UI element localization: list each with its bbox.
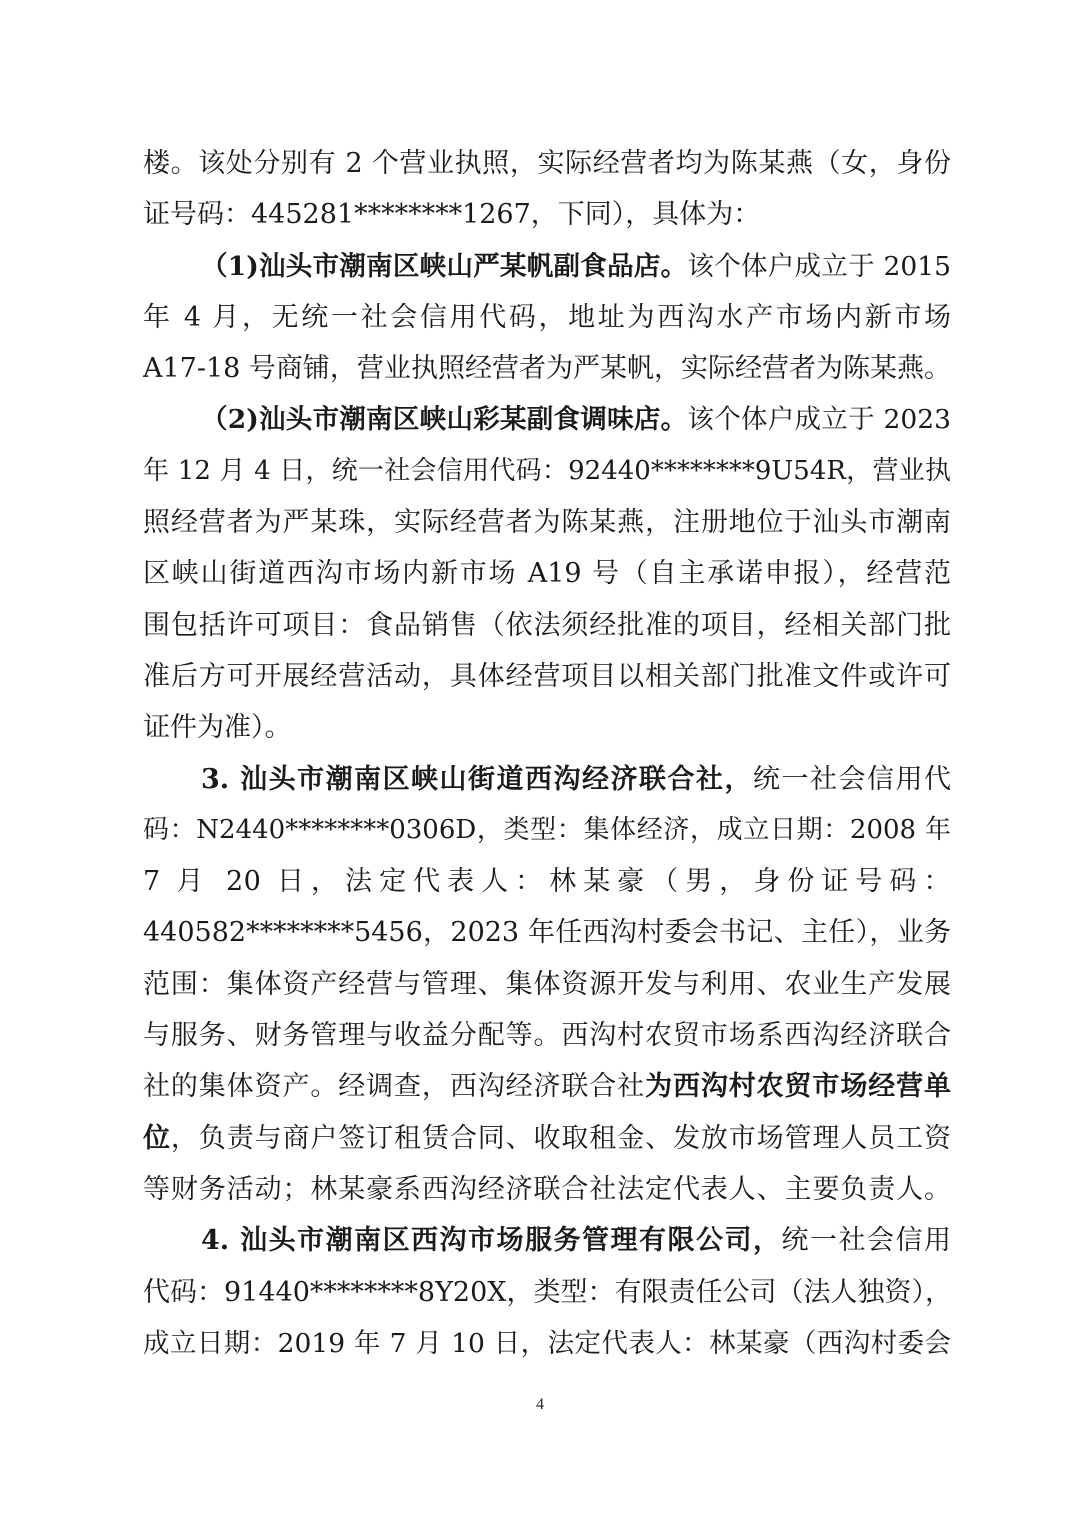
text-line xyxy=(143,446,951,497)
text-line xyxy=(143,959,951,1010)
text-segment: A17-18 号商铺，营业执照经营者为严某帆，实际经营者为陈某燕。 xyxy=(143,353,951,385)
text-line xyxy=(143,292,951,343)
text-line xyxy=(143,1113,951,1164)
text-segment: 等财务活动；林某豪系西沟经济联合社法定代表人、主要负责人。 xyxy=(143,1173,951,1205)
page-number: 4 xyxy=(536,1396,544,1413)
text-segment: 楼。该处分别有 2 个营业执照，实际经营者均为陈某燕（女，身份 xyxy=(143,148,951,179)
text-segment: 成立日期：2019 年 7 月 10 日，法定代表人：林某豪（西沟村委会 xyxy=(143,1327,951,1359)
text-segment: 证号码：445281********1267，下同），具体为： xyxy=(143,199,761,231)
text-segment: 统一社会信用 xyxy=(781,1225,951,1257)
text-segment: 围包括许可项目：食品销售（依法须经批准的项目，经相关部门批 xyxy=(143,609,951,641)
text-segment: 统一社会信用代 xyxy=(753,763,951,795)
text-line xyxy=(143,1318,951,1369)
text-segment: 区峡山街道西沟市场内新市场 A19 号（自主承诺申报），经营范 xyxy=(143,558,951,590)
emphasis-text: 位 xyxy=(143,1122,171,1154)
text-segment: 440582********5456，2023 年任西沟村委会书记、主任），业务 xyxy=(143,917,951,949)
text-line xyxy=(143,907,951,958)
text-line xyxy=(143,497,951,548)
paragraph-heading-line xyxy=(143,1215,951,1266)
text-segment: 7 月 20 日，法定代表人：林某豪（男，身份证号码： xyxy=(143,866,951,898)
body-text xyxy=(143,138,951,1369)
entity-name: 4. 汕头市潮南区西沟市场服务管理有限公司， xyxy=(201,1225,782,1257)
text-line xyxy=(143,1010,951,1061)
text-segment: 照经营者为严某珠，实际经营者为陈某燕，注册地位于汕头市潮南 xyxy=(143,507,951,539)
text-line xyxy=(143,651,951,702)
text-segment: 码：N2440********0306D，类型：集体经济，成立日期：2008 年 xyxy=(143,814,951,845)
paragraph-heading-line xyxy=(143,754,951,805)
text-segment: 年 4 月，无统一社会信用代码，地址为西沟水产市场内新市场 xyxy=(143,301,951,333)
text-line xyxy=(143,1267,951,1318)
emphasis-text: 为西沟村农贸市场经营单 xyxy=(645,1071,952,1103)
entity-name: （2)汕头市潮南区峡山彩某副食调味店。 xyxy=(201,404,688,436)
text-line xyxy=(143,189,951,240)
text-segment: 代码：91440********8Y20X，类型：有限责任公司（法人独资）， xyxy=(143,1276,952,1308)
text-line xyxy=(143,805,951,856)
text-line xyxy=(143,548,951,599)
text-segment: 准后方可开展经营活动，具体经营项目以相关部门批准文件或许可 xyxy=(143,660,951,692)
text-line xyxy=(143,856,951,907)
text-segment: 社的集体资产。经调查，西沟经济联合社 xyxy=(143,1071,646,1103)
text-segment: 该个体户成立于 2015 xyxy=(687,250,951,282)
entity-name: （1)汕头市潮南区峡山严某帆副食品店。 xyxy=(201,250,688,282)
paragraph-heading-line xyxy=(143,394,951,445)
text-line xyxy=(143,343,951,394)
text-line xyxy=(143,138,951,189)
text-segment: 年 12 月 4 日，统一社会信用代码：92440********9U54R，营业执 xyxy=(143,455,951,486)
text-segment: 与服务、财务管理与收益分配等。西沟村农贸市场系西沟经济联合 xyxy=(143,1020,951,1052)
text-line xyxy=(143,1164,951,1215)
text-segment: 范围：集体资产经营与管理、集体资源开发与利用、农业生产发展 xyxy=(143,968,951,1000)
paragraph-heading-line xyxy=(143,241,951,292)
text-segment: 证件为准）。 xyxy=(143,712,292,744)
text-line xyxy=(143,702,951,753)
entity-name: 3. 汕头市潮南区峡山街道西沟经济联合社， xyxy=(201,763,754,795)
text-segment: ，负责与商户签订租赁合同、收取租金、发放市场管理人员工资 xyxy=(170,1122,952,1154)
text-segment: 该个体户成立于 2023 xyxy=(687,404,951,436)
text-line xyxy=(143,600,951,651)
text-line xyxy=(143,1061,951,1112)
